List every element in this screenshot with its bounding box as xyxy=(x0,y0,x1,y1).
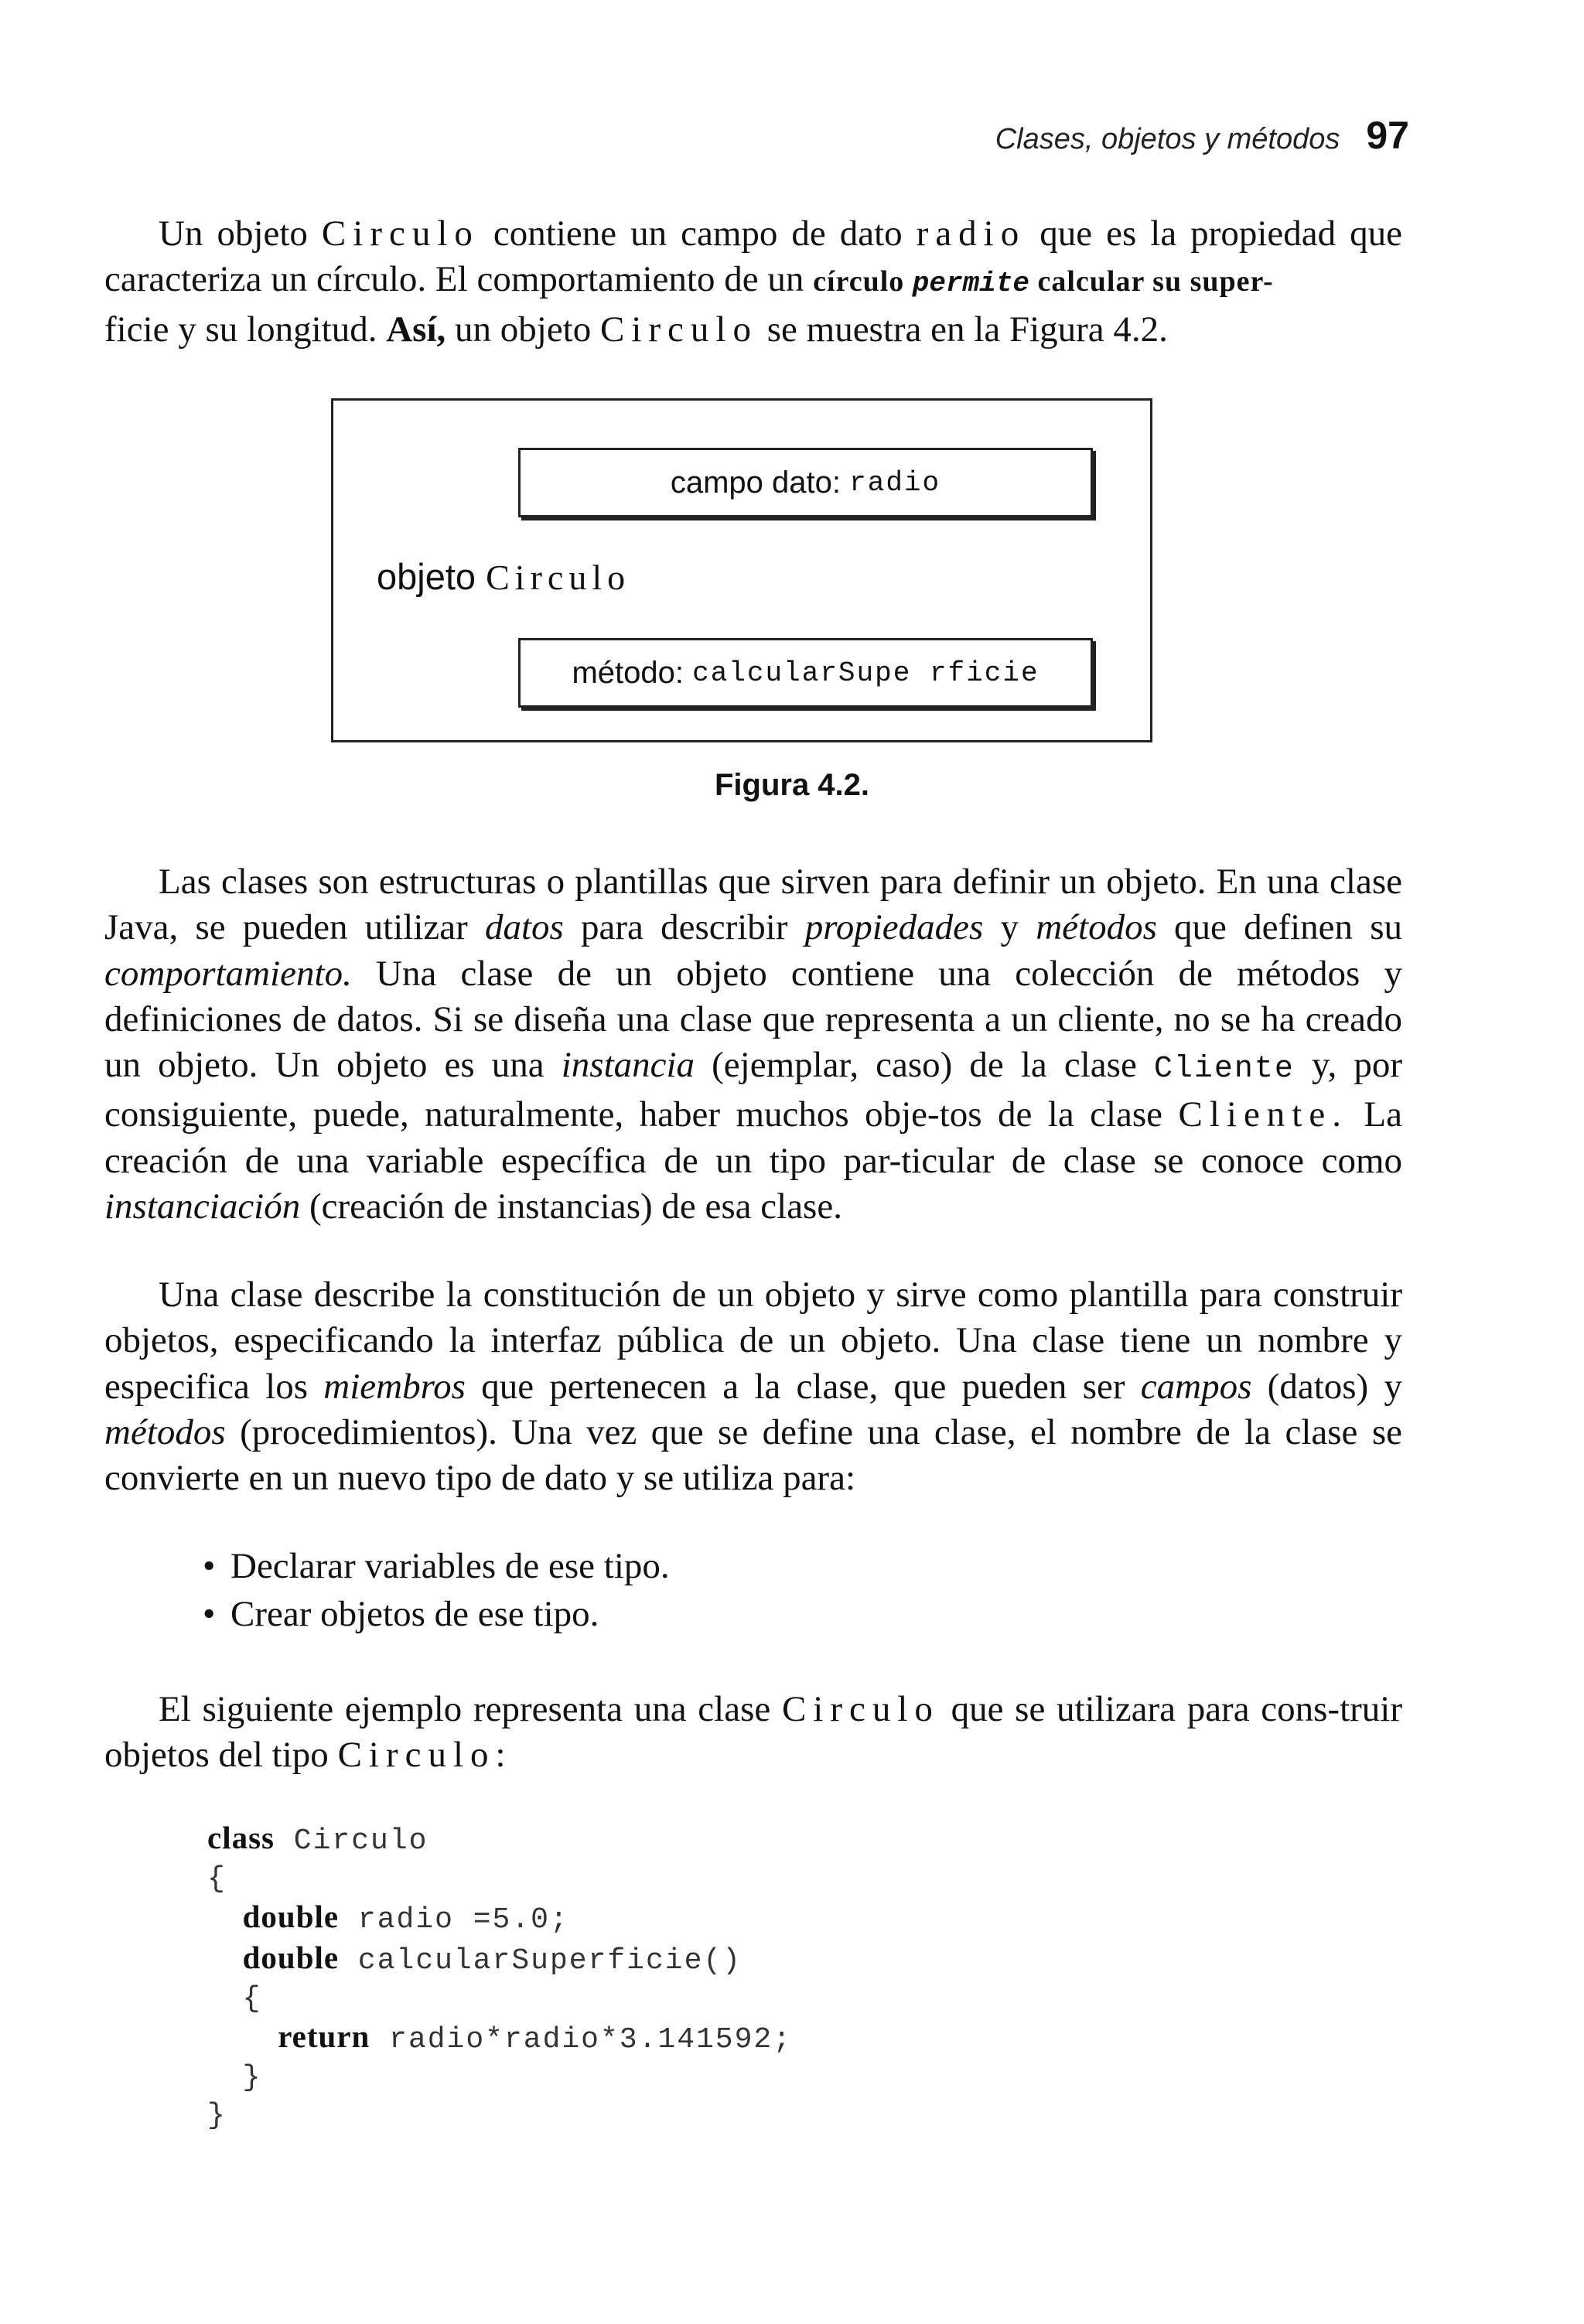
field-name-inline: radio xyxy=(916,213,1026,254)
code-line: class Circulo xyxy=(207,1820,428,1858)
figure-diagram xyxy=(331,398,1152,742)
code-line: } xyxy=(207,2099,225,2132)
code-line: { xyxy=(207,1862,225,1896)
intro-paragraph: Un objeto Circulo contiene un campo de dato radio que es la propiedad que caracteriza un círculo. El comportamiento de un círculo permite calcular su super- ficie y su longitud. Así, un objeto Circulo se muestra en la Figura 4.2. xyxy=(104,213,1402,350)
list-item: • Crear objetos de ese tipo. xyxy=(203,1594,599,1634)
class-description-paragraph: Una clase describe la constitución de un objeto y sirve como plantilla para construir objetos, especificando la interfaz pública de un objeto. Una clase tiene un nombre y especifica los miembros que pertenecen a la clase, que pueden ser campos (datos) y métodos (procedimientos). Una vez que se define una clase, el nombre de la clase se convierte en un nuevo tipo de dato y se utiliza para: xyxy=(104,1275,1402,1499)
figure-caption: Figura 4.2. xyxy=(714,768,870,802)
list-item: • Declarar variables de ese tipo. xyxy=(203,1546,670,1586)
code-line: } xyxy=(207,2061,261,2094)
data-field-value: radio xyxy=(849,466,941,499)
chapter-title: Clases, objetos y métodos xyxy=(995,123,1340,155)
classes-paragraph: Las clases son estructuras o plantillas que sirven para definir un objeto. En una clase Java, se pueden utilizar datos para describir propiedades y métodos que definen su comportamiento. Una clase de un objeto contiene una colección de métodos y definiciones de datos. Si se diseña una clase que representa a un cliente, no se ha creado un objeto. Un objeto es una instancia (ejemplar, caso) de la clase Cliente y, por consiguiente, puede, naturalmente, haber muchos obje-tos de la clase Cliente. La creación de una variable específica de un tipo par-ticular de clase se conoce como instanciación (creación de instancias) de esa clase. xyxy=(104,862,1402,1227)
bullet-list xyxy=(203,1542,670,1638)
object-name: Circulo xyxy=(486,558,631,597)
method-box xyxy=(518,638,1093,708)
data-field-box xyxy=(518,448,1093,517)
class-name-inline: Circulo xyxy=(321,213,480,254)
code-line: { xyxy=(207,1982,261,2015)
code-line: double radio =5.0; xyxy=(242,1899,569,1937)
object-label: objeto Circulo xyxy=(377,556,631,597)
page-number: 97 xyxy=(1366,114,1409,157)
code-line: return radio*radio*3.141592; xyxy=(278,2019,793,2056)
running-header xyxy=(995,113,1409,158)
data-field-label: campo dato: xyxy=(670,465,841,500)
method-label: método: xyxy=(572,655,684,690)
code-line: double calcularSuperficie() xyxy=(242,1940,742,1978)
method-value: calcularSupe rficie xyxy=(692,657,1040,689)
example-intro-paragraph: El siguiente ejemplo representa una clase Circulo que se utilizara para cons-truir objetos del tipo Circulo: xyxy=(104,1689,1402,1776)
code-listing xyxy=(207,1819,792,2135)
